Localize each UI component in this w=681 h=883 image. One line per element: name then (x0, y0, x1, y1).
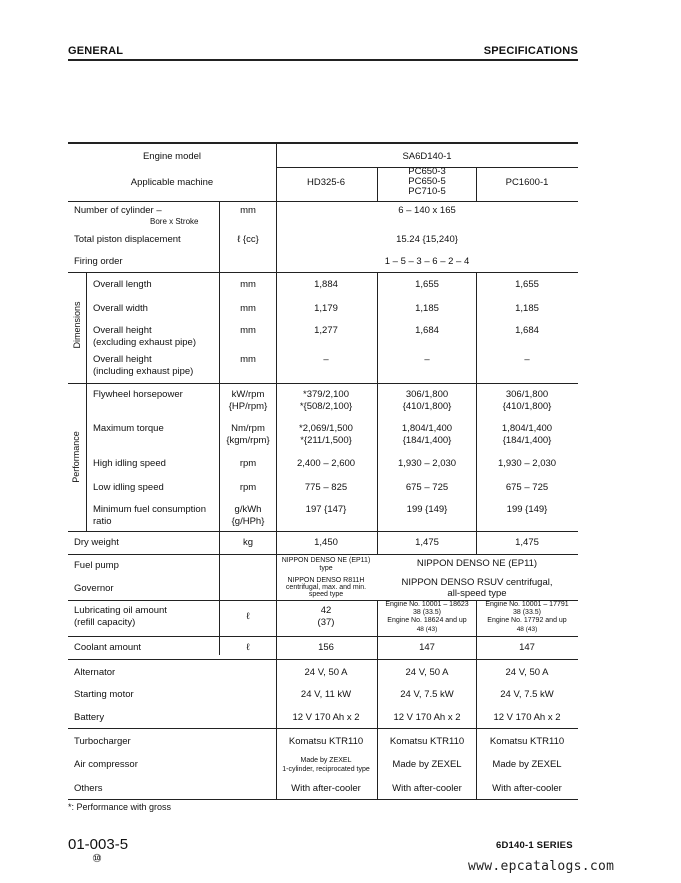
lube-oil-v3-engine-range2: Engine No. 17792 and up (487, 617, 567, 624)
page-heading: SPECIFICATIONS (483, 45, 578, 57)
fuel-consumption-v2: 199 {149} (406, 504, 448, 515)
displacement-unit: ℓ {cc} (237, 234, 259, 245)
lube-oil-v2-amount2: 48 (43) (416, 626, 438, 633)
high-idling-v1: 2,400 – 2,600 (296, 458, 356, 469)
coolant-unit: ℓ (246, 642, 250, 653)
alternator-v1: 24 V, 50 A (304, 667, 348, 678)
high-idling-label: High idling speed (93, 458, 166, 469)
overall-height-excl-v2: 1,684 (415, 325, 439, 336)
battery-v1: 12 V 170 Ah x 2 (292, 712, 360, 723)
row-divider (68, 272, 578, 273)
air-compressor-v1-type: 1-cylinder, reciprocated type (282, 766, 370, 773)
engine-model-label: Engine model (142, 151, 202, 162)
column-divider (276, 142, 277, 799)
engine-model-value: SA6D140-1 (402, 151, 452, 162)
displacement-value: 15.24 {15,240} (396, 234, 458, 245)
overall-height-excl-v1: 1,277 (314, 325, 338, 336)
column-divider (377, 167, 378, 202)
machine-hd325: HD325-6 (306, 177, 346, 188)
turbocharger-v2: Komatsu KTR110 (389, 736, 465, 747)
overall-length-v2: 1,655 (415, 279, 439, 290)
overall-height-incl-v2: – (424, 354, 430, 365)
flywheel-hp-v1-alt: *{508/2,100} (299, 401, 353, 412)
row-divider (68, 383, 578, 384)
overall-width-v2: 1,185 (415, 303, 439, 314)
firing-order-value: 1 – 5 – 3 – 6 – 2 – 4 (384, 256, 470, 267)
lube-oil-v1-refill: (37) (317, 617, 335, 628)
overall-length-unit: mm (240, 279, 256, 290)
starting-motor-label: Starting motor (74, 689, 134, 700)
governor-label: Governor (74, 583, 114, 594)
header-rule (68, 59, 578, 61)
row-divider (68, 201, 578, 202)
cylinder-unit: mm (240, 205, 256, 216)
column-divider (219, 272, 220, 655)
lube-oil-unit: ℓ (246, 611, 250, 622)
battery-v2: 12 V 170 Ah x 2 (393, 712, 461, 723)
alternator-label: Alternator (74, 667, 116, 678)
row-divider (68, 636, 578, 637)
row-divider (68, 531, 578, 532)
overall-length-v3: 1,655 (515, 279, 539, 290)
fuel-consumption-label: Minimum fuel consumption (93, 504, 206, 515)
governor-v1-desc: centrifugal, max. and min. (285, 584, 367, 591)
overall-height-incl-sublabel: (including exhaust pipe) (93, 366, 194, 377)
cylinder-value: 6 – 140 x 165 (398, 205, 456, 216)
fuel-pump-v23: NIPPON DENSO NE (EP11) (416, 558, 538, 569)
machine-pc710-5: PC710-5 (408, 186, 446, 197)
dry-weight-v2: 1,475 (415, 537, 439, 548)
turbocharger-v1: Komatsu KTR110 (288, 736, 364, 747)
applicable-machine-label: Applicable machine (130, 177, 214, 188)
air-compressor-v3: Made by ZEXEL (492, 759, 562, 770)
low-idling-v1: 775 – 825 (304, 482, 348, 493)
overall-length-v1: 1,884 (314, 279, 338, 290)
group-divider (86, 272, 87, 531)
starting-motor-v2: 24 V, 7.5 kW (400, 689, 454, 700)
battery-v3: 12 V 170 Ah x 2 (493, 712, 561, 723)
overall-height-incl-unit: mm (240, 354, 256, 365)
footnote: *: Performance with gross (68, 802, 172, 812)
column-divider (377, 600, 378, 799)
flywheel-hp-v2-alt: {410/1,800} (402, 401, 452, 412)
others-v1: With after-cooler (291, 783, 361, 794)
max-torque-unit-alt: {kgm/rpm} (226, 435, 270, 446)
overall-height-excl-v3: 1,684 (515, 325, 539, 336)
bore-stroke-label: Bore x Stroke (150, 217, 199, 226)
overall-height-incl-v1: – (323, 354, 329, 365)
coolant-v1: 156 (318, 642, 334, 653)
overall-width-unit: mm (240, 303, 256, 314)
machine-pc650-3: PC650-3 (408, 166, 446, 177)
flywheel-hp-unit-alt: {HP/rpm} (228, 401, 268, 412)
overall-height-excl-sublabel: (excluding exhaust pipe) (93, 337, 196, 348)
max-torque-v2-alt: {184/1,400} (402, 435, 452, 446)
air-compressor-v1: Made by ZEXEL (300, 757, 352, 764)
air-compressor-label: Air compressor (74, 759, 138, 770)
table-bottom-border (68, 799, 578, 800)
alternator-v2: 24 V, 50 A (405, 667, 449, 678)
max-torque-v3-alt: {184/1,400} (502, 435, 552, 446)
column-divider (219, 201, 220, 272)
high-idling-v3: 1,930 – 2,030 (497, 458, 557, 469)
flywheel-hp-unit: kW/rpm (231, 389, 265, 400)
flywheel-hp-v2: 306/1,800 (405, 389, 449, 400)
lube-oil-v3-amount1: 38 (33.5) (512, 609, 542, 616)
starting-motor-v3: 24 V, 7.5 kW (500, 689, 554, 700)
flywheel-hp-v3-alt: {410/1,800} (502, 401, 552, 412)
overall-length-label: Overall length (93, 279, 152, 290)
row-divider (68, 728, 578, 729)
alternator-v3: 24 V, 50 A (505, 667, 549, 678)
coolant-v3: 147 (519, 642, 535, 653)
low-idling-v3: 675 – 725 (505, 482, 549, 493)
fuel-consumption-v3: 199 {149} (506, 504, 548, 515)
battery-label: Battery (74, 712, 105, 723)
others-v3: With after-cooler (492, 783, 562, 794)
max-torque-v2: 1,804/1,400 (401, 423, 453, 434)
column-divider (377, 272, 378, 555)
column-divider (476, 272, 477, 555)
page-number: 01-003-5 (68, 836, 129, 853)
starting-motor-v1: 24 V, 11 kW (300, 689, 352, 700)
fuel-consumption-v1: 197 {147} (305, 504, 347, 515)
dimensions-group-label: Dimensions (72, 301, 82, 349)
lube-oil-label: Lubricating oil amount (74, 605, 167, 616)
fuel-pump-v1-type: type (319, 565, 333, 572)
overall-height-excl-label: Overall height (93, 325, 152, 336)
max-torque-unit: Nm/rpm (231, 423, 265, 434)
flywheel-hp-v3: 306/1,800 (505, 389, 549, 400)
turbocharger-v3: Komatsu KTR110 (489, 736, 565, 747)
overall-width-v1: 1,179 (314, 303, 338, 314)
turbocharger-label: Turbocharger (74, 736, 131, 747)
column-divider (476, 167, 477, 202)
overall-height-incl-label: Overall height (93, 354, 152, 365)
flywheel-hp-label: Flywheel horsepower (93, 389, 183, 400)
dry-weight-v3: 1,475 (515, 537, 539, 548)
fuel-consumption-sublabel: ratio (93, 516, 112, 527)
dry-weight-unit: kg (242, 537, 254, 548)
lube-oil-v3-engine-range1: Engine No. 10001 – 17791 (485, 601, 569, 608)
flywheel-hp-v1: *379/2,100 (303, 389, 349, 400)
lube-oil-v2-amount1: 38 (33.5) (412, 609, 442, 616)
cylinder-label: Number of cylinder – (74, 205, 162, 216)
high-idling-unit: rpm (239, 458, 257, 469)
fuel-pump-v1: NIPPON DENSO NE (EP11) (281, 557, 371, 564)
low-idling-label: Low idling speed (93, 482, 164, 493)
coolant-v2: 147 (419, 642, 435, 653)
row-divider (68, 659, 578, 660)
governor-v23: NIPPON DENSO RSUV centrifugal, (401, 577, 553, 588)
governor-v1-type: speed type (308, 591, 344, 598)
air-compressor-v2: Made by ZEXEL (392, 759, 462, 770)
column-divider (476, 600, 477, 799)
max-torque-v1: *2,069/1,500 (299, 423, 353, 434)
section-title: GENERAL (68, 45, 124, 57)
max-torque-v1-alt: *{211/1,500} (300, 435, 352, 446)
dry-weight-v1: 1,450 (314, 537, 338, 548)
overall-width-v3: 1,185 (515, 303, 539, 314)
lube-oil-v2-engine-range1: Engine No. 10001 – 18623 (385, 601, 469, 608)
lube-oil-v2-engine-range2: Engine No. 18624 and up (387, 617, 467, 624)
revision-mark: ⑩ (92, 853, 102, 865)
performance-group-label: Performance (71, 431, 81, 483)
coolant-label: Coolant amount (74, 642, 142, 653)
fuel-consumption-unit-alt: {g/HPh} (231, 516, 265, 527)
high-idling-v2: 1,930 – 2,030 (397, 458, 457, 469)
low-idling-v2: 675 – 725 (405, 482, 449, 493)
max-torque-v3: 1,804/1,400 (501, 423, 553, 434)
governor-v23-type: all-speed type (447, 588, 507, 599)
firing-order-label: Firing order (74, 256, 123, 267)
machine-pc1600: PC1600-1 (505, 177, 549, 188)
lube-oil-v3-amount2: 48 (43) (516, 626, 538, 633)
low-idling-unit: rpm (239, 482, 257, 493)
governor-v1: NIPPON DENSO R811H (287, 577, 365, 584)
overall-height-excl-unit: mm (240, 325, 256, 336)
overall-height-incl-v3: – (524, 354, 530, 365)
others-v2: With after-cooler (392, 783, 462, 794)
fuel-pump-label: Fuel pump (74, 560, 119, 571)
lube-oil-sublabel: (refill capacity) (74, 617, 136, 628)
table-top-border (68, 142, 578, 144)
max-torque-label: Maximum torque (93, 423, 164, 434)
machine-pc650-5: PC650-5 (408, 176, 446, 187)
overall-width-label: Overall width (93, 303, 148, 314)
row-divider (68, 554, 578, 555)
lube-oil-v1: 42 (320, 605, 332, 616)
others-label: Others (74, 783, 103, 794)
fuel-consumption-unit: g/kWh (234, 504, 262, 515)
series-label: 6D140-1 SERIES (496, 840, 573, 851)
dry-weight-label: Dry weight (74, 537, 119, 548)
watermark: www.epcatalogs.com (468, 859, 615, 874)
displacement-label: Total piston displacement (74, 234, 181, 245)
